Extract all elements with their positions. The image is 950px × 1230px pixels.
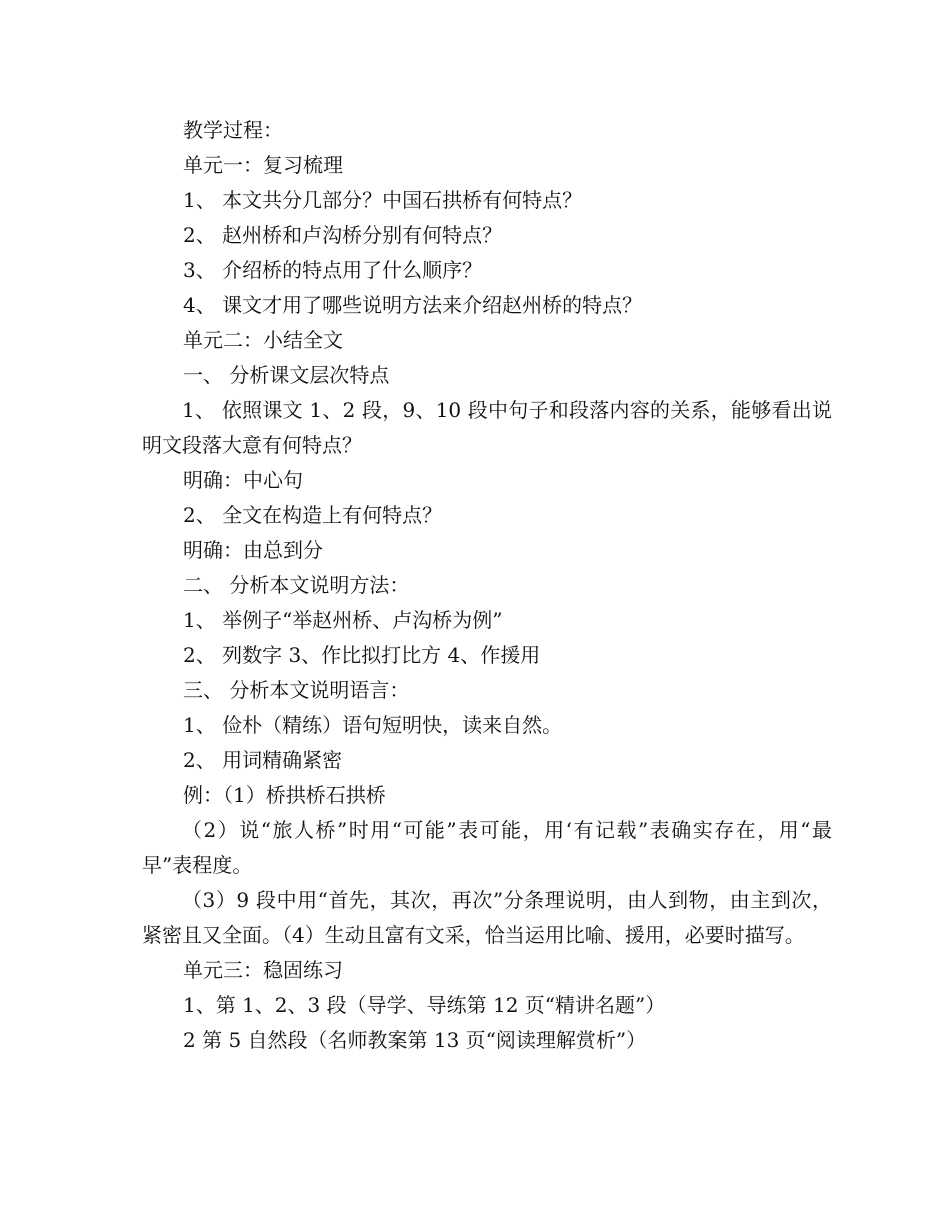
subsection-two-heading: 二、 分析本文说明方法： [183, 573, 410, 597]
paragraph-structure-question: 1、 依照课文 1、2 段，9、10 段中句子和段落内容的关系，能够看出说明文段落大意有何特点？ [142, 398, 832, 457]
method-list: 2、 列数字 3、作比拟打比方 4、作援用 [183, 643, 541, 667]
example-line: 例：（1）桥拱桥石拱桥 [183, 783, 386, 807]
document-body [142, 113, 832, 1058]
question-structure: 2、 全文在构造上有何特点？ [183, 503, 443, 527]
example-paragraph-2: （2）说“旅人桥”时用“可能”表可能，用‘有记载”表确实存在，用“最早”表程度。 [142, 818, 832, 877]
subsection-one-heading: 一、 分析课文层次特点 [183, 363, 390, 387]
language-point-2: 2、 用词精确紧密 [183, 748, 343, 772]
question-3: 3、 介绍桥的特点用了什么顺序？ [183, 258, 483, 282]
exercise-2: 2 第 5 自然段（名师教案第 13 页“阅读理解赏析”） [183, 1028, 647, 1052]
subsection-three-heading: 三、 分析本文说明语言： [183, 678, 410, 702]
language-point-1: 1、 俭朴（精练）语句短明快，读来自然。 [183, 713, 563, 737]
method-example: 1、 举例子“举赵州桥、卢沟桥为例” [183, 608, 503, 632]
question-2: 2、 赵州桥和卢沟桥分别有何特点？ [183, 223, 503, 247]
unit-three-heading: 单元三：稳固练习 [183, 958, 343, 982]
answer-center-sentence: 明确：中心句 [183, 468, 303, 492]
question-4: 4、 课文才用了哪些说明方法来介绍赵州桥的特点？ [183, 293, 643, 317]
example-paragraph-3: （3）9 段中用“首先，其次，再次”分条理说明，由人到物，由主到次，紧密且又全面。（4）生动且富有文采，恰当运用比喻、援用，必要时描写。 [142, 888, 832, 947]
question-1: 1、 本文共分几部分？中国石拱桥有何特点？ [183, 188, 583, 212]
answer-general-to-specific: 明确：由总到分 [183, 538, 323, 562]
unit-one-heading: 单元一：复习梳理 [183, 153, 343, 177]
exercise-1: 1、第 1、2、3 段（导学、导练第 12 页“精讲名题”） [183, 993, 666, 1017]
section-heading-process: 教学过程： [183, 118, 283, 142]
unit-two-heading: 单元二：小结全文 [183, 328, 343, 352]
